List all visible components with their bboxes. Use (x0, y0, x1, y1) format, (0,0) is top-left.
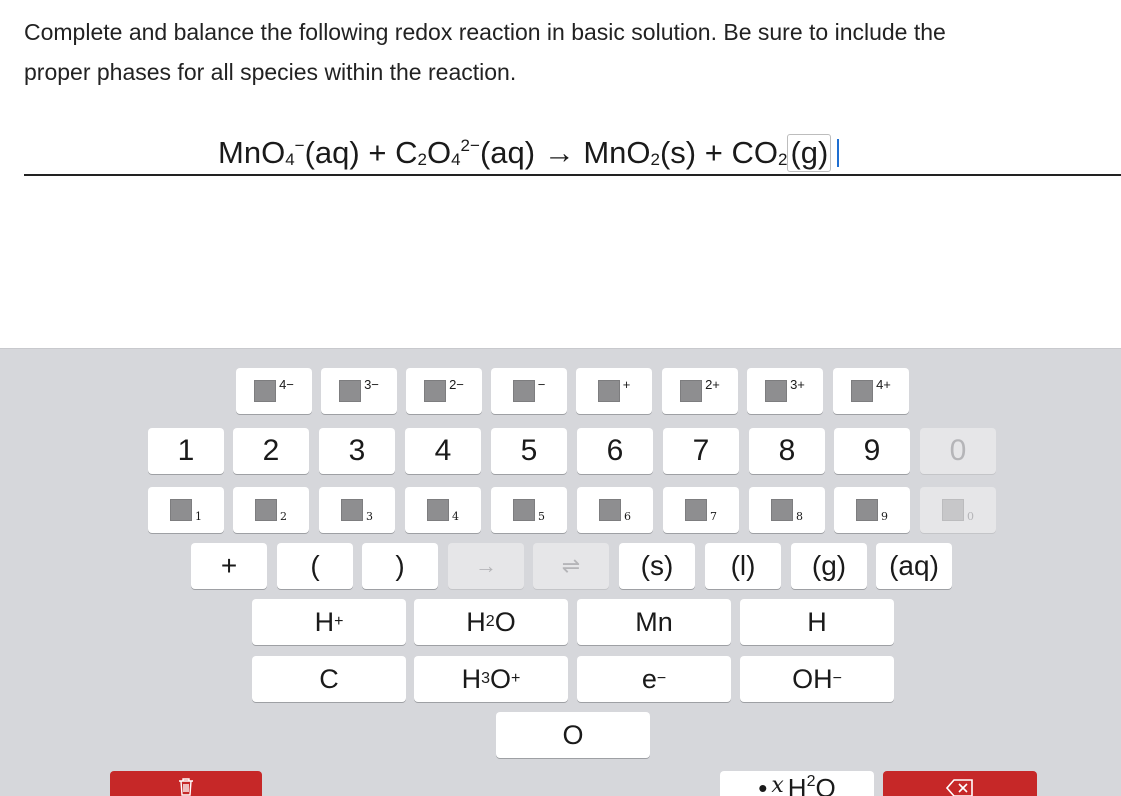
placeholder-box-icon (765, 380, 787, 402)
oxygen-key[interactable]: O (496, 712, 650, 758)
phase-liquid-key[interactable]: (l) (705, 543, 781, 589)
hydrate-key[interactable]: • x H $^2$ O (720, 771, 874, 796)
placeholder-box-icon (942, 499, 964, 521)
subscript-key-6[interactable]: 6 (577, 487, 653, 533)
subscript-key-0[interactable]: 0 (920, 487, 996, 533)
clear-button[interactable] (110, 771, 262, 796)
subscript-key-9[interactable]: 9 (834, 487, 910, 533)
manganese-key[interactable]: Mn (577, 599, 731, 645)
placeholder-box-icon (856, 499, 878, 521)
placeholder-box-icon (339, 380, 361, 402)
phase-slot-gas[interactable]: (g) (787, 134, 831, 172)
carbon-key[interactable]: C (252, 656, 406, 702)
phase-solid-key[interactable]: (s) (619, 543, 695, 589)
subscript-key-2[interactable]: 2 (233, 487, 309, 533)
hydrogen-key[interactable]: H (740, 599, 894, 645)
charge-key-4-plus[interactable]: 4+ (833, 368, 909, 414)
placeholder-box-icon (255, 499, 277, 521)
placeholder-box-icon (599, 499, 621, 521)
placeholder-box-icon (598, 380, 620, 402)
digit-key-5[interactable]: 5 (491, 428, 567, 474)
text-caret (837, 139, 839, 167)
question-prompt (24, 12, 1104, 92)
placeholder-box-icon (254, 380, 276, 402)
placeholder-box-icon (685, 499, 707, 521)
prompt-line-2: proper phases for all species within the reaction. (24, 59, 517, 85)
open-paren-key[interactable]: ( (277, 543, 353, 589)
placeholder-box-icon (513, 499, 535, 521)
equation-plus-2: + (704, 135, 723, 170)
placeholder-box-icon (680, 380, 702, 402)
digit-key-0[interactable]: 0 (920, 428, 996, 474)
digit-key-3[interactable]: 3 (319, 428, 395, 474)
digit-key-1[interactable]: 1 (148, 428, 224, 474)
backspace-button[interactable] (883, 771, 1037, 796)
reactant-oxalate: $C_2O_4^{2-}(aq)$ (395, 135, 536, 170)
subscript-key-1[interactable]: 1 (148, 487, 224, 533)
electron-key[interactable]: e − (577, 656, 731, 702)
plus-key[interactable]: + (191, 543, 267, 589)
h-plus-key[interactable]: H + (252, 599, 406, 645)
trash-icon (177, 777, 195, 796)
digit-key-7[interactable]: 7 (663, 428, 739, 474)
charge-key-2-minus[interactable]: 2− (406, 368, 482, 414)
digit-key-8[interactable]: 8 (749, 428, 825, 474)
charge-key-3-minus[interactable]: 3− (321, 368, 397, 414)
digit-key-2[interactable]: 2 (233, 428, 309, 474)
backspace-icon (946, 779, 974, 796)
reaction-arrow: → (543, 135, 575, 170)
product-manganese-dioxide: MnO$_2$(s) (583, 135, 697, 170)
phase-aqueous-key[interactable]: (aq) (876, 543, 952, 589)
placeholder-box-icon (341, 499, 363, 521)
charge-key-plus[interactable]: + (576, 368, 652, 414)
placeholder-box-icon (513, 380, 535, 402)
charge-key-2-plus[interactable]: 2+ (662, 368, 738, 414)
reaction-arrow-key[interactable]: → (448, 543, 524, 589)
charge-key-minus[interactable]: − (491, 368, 567, 414)
water-key[interactable]: H 2 O (414, 599, 568, 645)
equation-plus-1: + (368, 135, 387, 170)
subscript-key-3[interactable]: 3 (319, 487, 395, 533)
placeholder-box-icon (427, 499, 449, 521)
subscript-key-5[interactable]: 5 (491, 487, 567, 533)
hydroxide-key[interactable]: OH − (740, 656, 894, 702)
placeholder-box-icon (851, 380, 873, 402)
equilibrium-arrow-key[interactable]: ⇌ (533, 543, 609, 589)
digit-key-4[interactable]: 4 (405, 428, 481, 474)
charge-key-3-plus[interactable]: 3+ (747, 368, 823, 414)
close-paren-key[interactable]: ) (362, 543, 438, 589)
product-carbon-dioxide: $CO_2(g)$ (732, 135, 832, 170)
placeholder-box-icon (424, 380, 446, 402)
reactant-permanganate: MnO$_4$−(aq) (218, 135, 360, 170)
equation-input[interactable] (218, 126, 839, 180)
prompt-line-1: Complete and balance the following redox reaction in basic solution. Be sure to include the (24, 19, 946, 45)
digit-key-6[interactable]: 6 (577, 428, 653, 474)
subscript-key-8[interactable]: 8 (749, 487, 825, 533)
hydronium-key[interactable]: H 3 O + (414, 656, 568, 702)
placeholder-box-icon (170, 499, 192, 521)
subscript-key-7[interactable]: 7 (663, 487, 739, 533)
charge-key-4-minus[interactable]: 4− (236, 368, 312, 414)
equation-underline (24, 174, 1121, 176)
phase-gas-key[interactable]: (g) (791, 543, 867, 589)
placeholder-box-icon (771, 499, 793, 521)
digit-key-9[interactable]: 9 (834, 428, 910, 474)
subscript-key-4[interactable]: 4 (405, 487, 481, 533)
